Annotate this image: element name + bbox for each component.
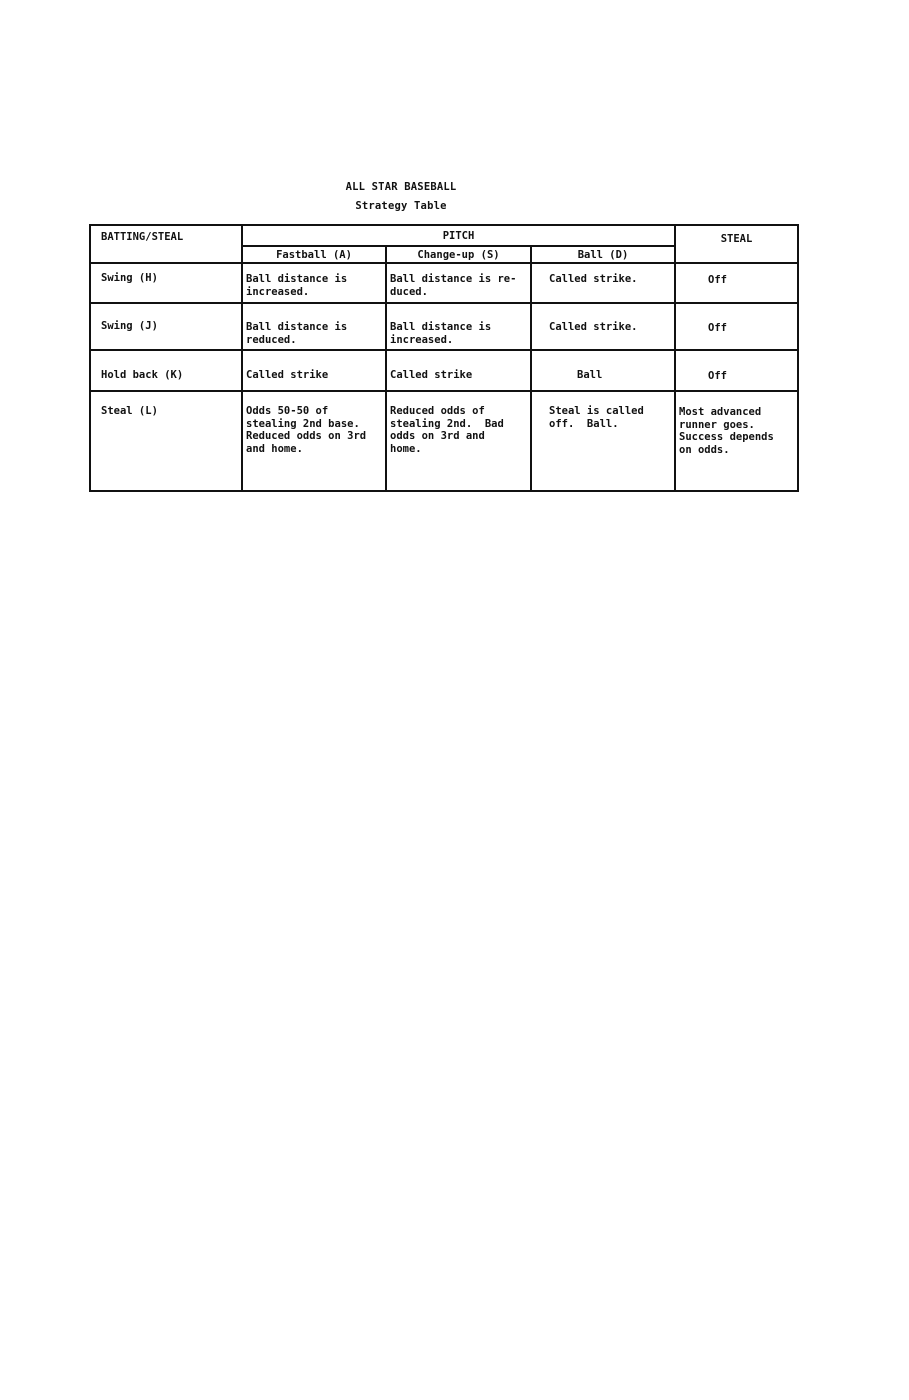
cell-changeup: Called strike [390, 369, 473, 381]
header-steal: STEAL [720, 233, 753, 245]
cell-changeup: Ball distance is increased. [390, 321, 492, 346]
header-pitch-ball: Ball (D) [577, 249, 629, 261]
header-pitch-fastball: Fastball (A) [276, 249, 352, 261]
column-divider-2 [385, 245, 387, 492]
column-divider-3 [530, 245, 532, 492]
cell-ball: Called strike. [549, 273, 638, 285]
header-pitch-changeup: Change-up (S) [417, 249, 500, 261]
row-divider-3 [89, 390, 799, 392]
cell-steal: Off [708, 274, 727, 286]
row-divider-2 [89, 349, 799, 351]
cell-changeup: Ball distance is re- duced. [390, 273, 517, 298]
cell-changeup: Reduced odds of stealing 2nd. Bad odds on 3rd and home. [390, 405, 504, 455]
column-divider-1 [241, 224, 243, 492]
header-divider [89, 262, 799, 264]
document-title: ALL STAR BASEBALL [345, 181, 457, 193]
table-border-right [797, 224, 799, 492]
cell-steal: Off [708, 322, 727, 334]
cell-fastball: Ball distance is increased. [246, 273, 348, 298]
row-divider-1 [89, 302, 799, 304]
table-border-left [89, 224, 91, 492]
header-pitch: PITCH [442, 230, 475, 242]
document-subtitle: Strategy Table [355, 200, 447, 212]
cell-fastball: Called strike [246, 369, 329, 381]
cell-fastball: Ball distance is reduced. [246, 321, 348, 346]
cell-ball: Steal is called off. Ball. [549, 405, 644, 430]
table-border-bottom [89, 490, 799, 492]
cell-steal: Off [708, 370, 727, 382]
strategy-table [89, 224, 799, 492]
table-border-top [89, 224, 799, 226]
row-label: Steal (L) [101, 405, 158, 417]
cell-fastball: Odds 50-50 of stealing 2nd base. Reduced odds on 3rd and home. [246, 405, 367, 455]
cell-ball: Called strike. [549, 321, 638, 333]
row-label: Hold back (K) [101, 369, 184, 381]
row-label: Swing (J) [101, 320, 158, 332]
header-batting-steal: BATTING/STEAL [101, 231, 184, 243]
row-label: Swing (H) [101, 272, 158, 284]
column-divider-4 [674, 224, 676, 492]
cell-steal: Most advanced runner goes. Success depends on odds. [679, 406, 774, 456]
pitch-subheader-divider [241, 245, 676, 247]
cell-ball: Ball [577, 369, 603, 381]
